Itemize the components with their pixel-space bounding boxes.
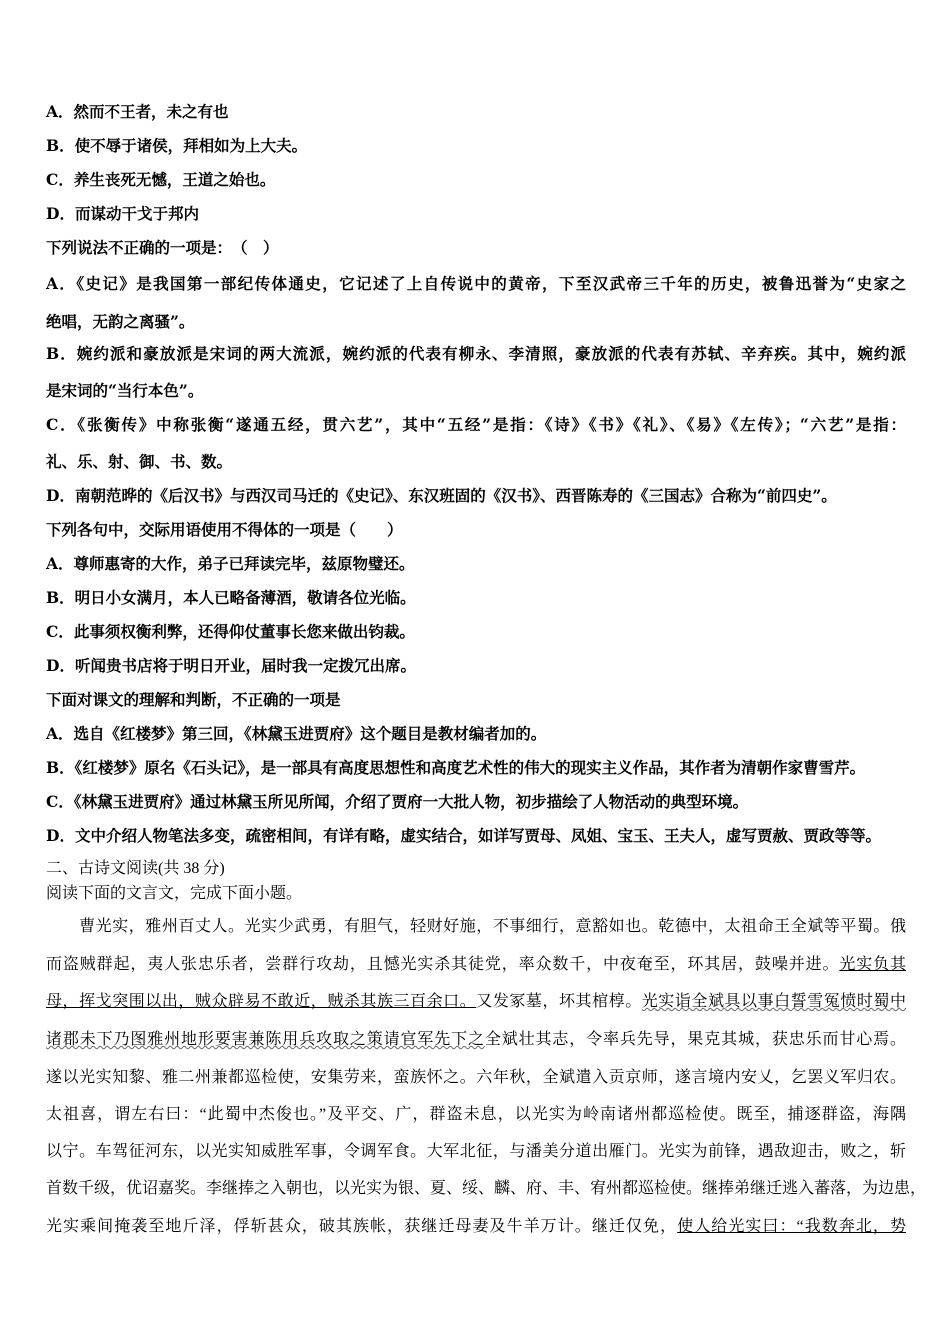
option-b-cont: 是宋词的“当行本色”。 — [46, 381, 204, 400]
wavy-underlined-sentence: 诸郡未下乃图雅州地形要害兼陈用兵攻取之策请官军先下之 — [46, 1031, 485, 1048]
option-a: A．选自《红楼梦》第三回，《林黛玉进贾府》这个题目是教材编者加的。 — [46, 724, 547, 743]
passage-line: 首数千级，优诏嘉奖。李继捧之入朝也，以光实为银、夏、绥、麟、府、丰、宥州都巡检使。继捧弟继迁逃入蕃落，为边患， — [46, 1180, 927, 1197]
passage-line: 曹光实，雅州百丈人。光实少武勇，有胆气，轻财好施，不事细行，意豁如也。乾德中，太祖命王全斌等平蜀。俄 — [46, 918, 906, 935]
option-b: B．使不辱于诸侯，拜相如为上大夫。 — [46, 136, 308, 155]
option-c: C．《张衡传》中称张衡“遂通五经，贯六艺”，其中“五经”是指：《诗》《书》《礼》、《易》《左传》；“六艺”是指： — [46, 415, 906, 434]
passage-text: 光实乘间掩袭至地斤泽，俘斩甚众，破其族帐，获继迁母妻及牛羊万计。继迁仅免， — [46, 1218, 678, 1235]
option-d: D．南朝范晔的《后汉书》与西汉司马迁的《史记》、东汉班固的《汉书》、西晋陈寿的《三国志》合称为“前四史”。 — [46, 486, 837, 505]
option-d: D．听闻贵书店将于明日开业，届时我一定拨冗出席。 — [46, 656, 416, 675]
question-stem: 下列各句中，交际用语使用不得体的一项是（ ） — [46, 520, 403, 539]
passage-line: 遂以光实知黎、雅二州兼都巡检使，安集劳来，蛮族怀之。六年秋，全斌遣入贡京师，遂言境内安乂，乞罢义军归农。 — [46, 1069, 906, 1086]
wavy-underlined-sentence: 光实诣全斌具以事白誓雪冤愤时蜀中 — [641, 993, 906, 1010]
passage-text: 全斌壮其志，令率兵先导，果克其城，获忠乐而甘心焉。 — [484, 1031, 906, 1048]
underlined-sentence: 光实负其 — [839, 956, 906, 973]
passage-line — [46, 1030, 906, 1050]
option-b: B．《红楼梦》原名《石头记》，是一部具有高度思想性和高度艺术性的伟大的现实主义作品，其作者为清朝作家曹雪芹。 — [46, 758, 866, 777]
option-d: D．文中介绍人物笔法多变，疏密相间，有详有略，虚实结合，如详写贾母、凤姐、宝玉、王夫人，虚写贾赦、贾政等等。 — [46, 826, 881, 845]
passage-text: 而盗贼群起，夷人张忠乐者，尝群行攻劫，且憾光实杀其徒党，率众数千，中夜奄至，环其居，鼓噪并进。 — [46, 956, 840, 973]
section-instruction: 阅读下面的文言文，完成下面小题。 — [46, 885, 303, 902]
option-c-cont: 礼、乐、射、御、书、数。 — [46, 452, 233, 471]
question-stem: 下面对课文的理解和判断，不正确的一项是 — [46, 690, 341, 709]
option-d: D．而谋动干戈于邦内 — [46, 204, 199, 223]
passage-line: 以宁。车驾征河东，以光实知威胜军事，令调军食。大军北征，与潘美分道出雁门。光实为前锋，遇敌迎击，败之，斩 — [46, 1143, 906, 1160]
underlined-sentence: 使人给光实曰：“我数奔北，势 — [677, 1218, 906, 1235]
passage-line — [46, 992, 906, 1012]
option-c: C．此事须权衡利弊，还得仰仗董事长您来做出钧裁。 — [46, 622, 415, 641]
option-b: B．婉约派和豪放派是宋词的两大流派，婉约派的代表有柳永、李清照，豪放派的代表有苏轼、辛弃疾。其中，婉约派 — [46, 344, 906, 363]
option-a: A．然而不王者，未之有也 — [46, 102, 229, 121]
option-a: A．尊师惠寄的大作，弟子已拜读完毕，兹原物璧还。 — [46, 554, 415, 573]
option-c: C．《林黛玉进贾府》通过林黛玉所见所闻，介绍了贾府一大批人物，初步描绘了人物活动的典型环境。 — [46, 792, 749, 811]
passage-line: 太祖喜，谓左右曰：“此蜀中杰俊也。”及平交、广，群盗未息，以光实为岭南诸州都巡检使。既至，捕逐群盗，海隅 — [46, 1106, 906, 1123]
passage-line — [46, 1217, 906, 1237]
question-stem: 下列说法不正确的一项是： （ ） — [46, 238, 279, 257]
option-a-cont: 绝唱，无韵之离骚”。 — [46, 312, 195, 331]
option-a: A．《史记》是我国第一部纪传体通史，它记述了上自传说中的黄帝，下至汉武帝三千年的历史，被鲁迅誉为“史家之 — [46, 274, 906, 293]
underlined-sentence: 母，挥戈突围以出，贼众辟易不敢近，贼杀其族三百余口。 — [46, 993, 477, 1010]
passage-line — [46, 955, 906, 975]
passage-text: 又发冢墓，坏其棺椁。 — [476, 993, 642, 1010]
section-title: 二、古诗文阅读(共 38 分) — [46, 860, 225, 877]
option-b: B．明日小女满月，本人已略备薄酒，敬请各位光临。 — [46, 588, 416, 607]
option-c: C．养生丧死无憾，王道之始也。 — [46, 170, 276, 189]
